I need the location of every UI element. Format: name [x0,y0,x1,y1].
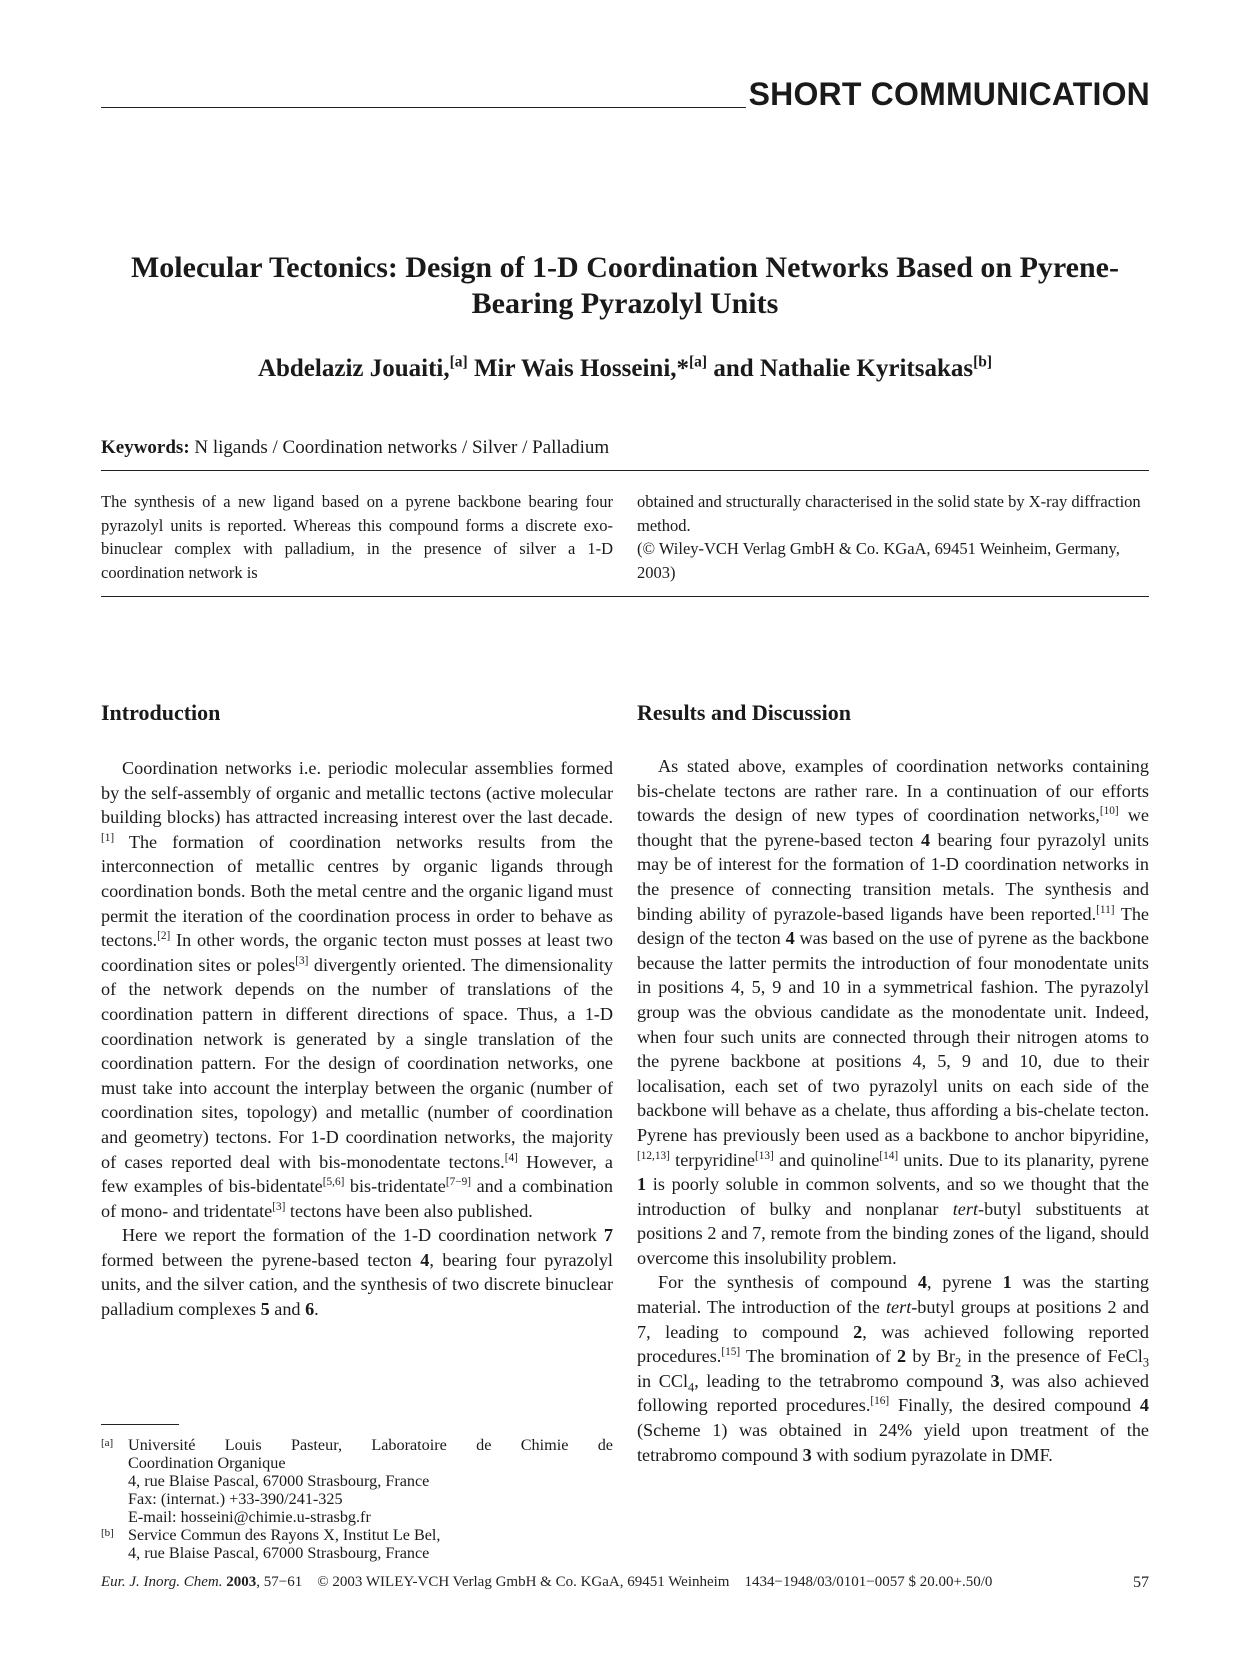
compound-number: 5 [260,1299,270,1320]
compound-number: 4 [1139,1395,1150,1416]
results-body [637,754,1149,1467]
footnote-mark: [a] [101,1437,114,1449]
keywords-divider [101,470,1149,471]
footnote-line: Université Louis Pasteur, Laboratoire de Chimie de [128,1436,613,1454]
citation-ref: [14] [879,1149,899,1162]
footnote-b [101,1526,613,1562]
compound-number: 2 [853,1321,863,1342]
citation-ref: [13] [754,1149,774,1162]
author-name: and Nathalie Kyritsakas [713,355,974,382]
keywords-list: N ligands / Coordination networks / Silver / Palladium [194,437,610,458]
citation-ref: [12,13] [637,1149,670,1162]
footnote-a [101,1436,613,1526]
title-line-2: Bearing Pyrazolyl Units [471,287,779,320]
header-rule [101,107,746,108]
keywords-label: Keywords: [101,437,190,458]
journal-pages: , 57−61 [256,1574,303,1590]
chemical-subscript: 3 [1142,1355,1150,1370]
compound-number: 2 [897,1346,907,1367]
italic-term: tert [952,1198,979,1219]
footer-copyright: © 2003 WILEY-VCH Verlag GmbH & Co. KGaA, 69451 Weinheim [317,1574,730,1590]
introduction-paragraph: Coordination networks i.e. periodic molecular assemblies formed by the self-assembly of organic and metallic tectons (active molecular building blocks) has attracted increasing interest over the last decade.[1] The formation of coordination networks results from the interconnection of metallic centres by organic ligands through coordination bonds. Both the metal centre and the organic ligand must permit the iteration of the coordination process in order to behave as tectons.[2] In other words, the organic tecton must posses at least two coordination sites or poles[3] divergently oriented. The dimensionality of the network depends on the number of translations of the coordination pattern in different directions of space. Thus, a 1-D coordination network is generated by a single translation of the coordination pattern. For the design of coordination networks, one must take into account the interplay between the organic (number of coordination sites, topology) and metallic (number of coordination and geometry) tectons. For 1-D coordination networks, the majority of cases reported deal with bis-monodentate tectons.[4] However, a few examples of bis-bidentate[5,6] bis-tridentate[7−9] and a combination of mono- and tridentate[3] tectons have been also published. [101,758,613,1221]
footnote-line: Fax: (internat.) +33-390/241-325 [128,1490,343,1508]
results-heading: Results and Discussion [637,700,851,725]
abstract-text-left: The synthesis of a new ligand based on a pyrene backbone bearing four pyrazolyl units is reported. Whereas this compound forms a discrete exo-binuclear complex with palladium, in the presence of silver a 1-D coordination network is [101,492,613,582]
citation-ref: [4] [504,1151,518,1164]
citation-ref: [2] [157,930,171,943]
introduction-body [101,756,613,1322]
compound-number: 3 [802,1444,812,1465]
footnote-line: 4, rue Blaise Pascal, 67000 Strasbourg, France [128,1544,430,1562]
compound-number: 3 [990,1370,1000,1391]
abstract-left [101,490,613,584]
citation-ref: [3] [295,954,309,967]
author-name: Abdelaziz Jouaiti, [257,355,450,382]
footer-citation [101,1574,992,1591]
page-number: 57 [1133,1574,1149,1591]
footnote-line: Service Commun des Rayons X, Institut Le Bel, [128,1526,441,1544]
compound-number: 4 [785,928,795,949]
footnote-rule [101,1424,179,1425]
journal-name: Eur. J. Inorg. Chem. [101,1574,223,1590]
author-affiliation-mark: [a] [689,353,708,371]
italic-term: tert [885,1297,912,1318]
compound-number: 4 [917,1272,928,1293]
citation-ref: [5,6] [322,1176,345,1189]
results-paragraph: As stated above, examples of coordination networks containing bis-chelate tectons are rather rare. In a continuation of our efforts towards the design of new types of coordination networks,[10] we thought that the pyrene-based tecton 4 bearing four pyrazolyl units may be of interest for the formation of 1-D coordination networks in the presence of connecting transition metals. The synthesis and binding ability of pyrazole-based ligands have been reported.[11] The design of the tecton 4 was based on the use of pyrene as the backbone because the latter permits the introduction of four monodentate units in positions 4, 5, 9 and 10 in a symmetrical fashion. The pyrazolyl group was the obvious candidate as the monodentate unit. Indeed, when four such units are connected through their nitrogen atoms to the pyrene backbone at positions 4, 5, 9 and 10, due to their localisation, each set of two pyrazolyl units on each side of the backbone will behave as a chelate, thus affording a bis-chelate tecton. Pyrene has previously been used as a backbone to anchor bipyridine,[12,13] terpyridine[13] and quinoline[14] units. Due to its planarity, pyrene 1 is poorly soluble in common solvents, and so we thought that the introduction of bulky and nonplanar tert-butyl substituents at positions 2 and 7, remote from the binding zones of the ligand, should overcome this insolubility problem. [637,756,1149,1268]
footnote-line: Coordination Organique [128,1454,286,1472]
affiliation-footnotes [101,1436,613,1562]
keywords-line [101,437,609,459]
footer-issn: 1434−1948/03/0101−0057 $ 20.00+.50/0 [744,1574,993,1590]
citation-ref: [7−9] [445,1176,471,1189]
citation-ref: [1] [101,831,115,844]
compound-number: 7 [603,1225,613,1246]
citation-ref: [15] [721,1346,741,1359]
article-title [101,250,1149,322]
abstract-divider [101,596,1149,597]
footnote-mark: [b] [101,1527,114,1539]
citation-ref: [10] [1099,805,1119,818]
chemical-subscript: 2 [954,1355,962,1370]
citation-ref: [3] [272,1200,286,1213]
author-affiliation-mark: [b] [973,353,993,371]
footnote-line: E-mail: hosseini@chimie.u-strasbg.fr [128,1508,371,1526]
author-name: Mir Wais Hosseini,* [473,355,690,382]
compound-number: 1 [637,1174,647,1195]
section-type-label: SHORT COMMUNICATION [748,76,1150,112]
abstract-copyright: (© Wiley-VCH Verlag GmbH & Co. KGaA, 69451 Weinheim, Germany, 2003) [637,539,1120,582]
author-list [101,355,1149,383]
introduction-heading: Introduction [101,700,221,725]
footnote-line: 4, rue Blaise Pascal, 67000 Strasbourg, France [128,1472,430,1490]
journal-year: 2003 [226,1574,257,1590]
citation-ref: [16] [870,1395,890,1408]
compound-number: 1 [1002,1272,1012,1293]
citation-ref: [11] [1096,903,1115,916]
compound-number: 6 [305,1299,315,1320]
abstract-text-right: obtained and structurally characterised in the solid state by X-ray diffraction method. [637,492,1141,535]
compound-number: 4 [920,829,931,850]
chemical-subscript: 4 [688,1380,695,1395]
author-affiliation-mark: [a] [449,353,468,371]
title-line-1: Molecular Tectonics: Design of 1-D Coordination Networks Based on Pyrene- [130,251,1119,284]
abstract-right [637,490,1149,584]
compound-number: 4 [420,1249,430,1270]
introduction-paragraph: Here we report the formation of the 1-D coordination network 7 formed between the pyrene-based tecton 4, bearing four pyrazolyl units, and the silver cation, and the synthesis of two discrete binuclear palladium complexes 5 and 6. [101,1225,613,1320]
results-paragraph: For the synthesis of compound 4, pyrene 1 was the starting material. The introduction of the tert-butyl groups at positions 2 and 7, leading to compound 2, was achieved following reported procedures.[15] The bromination of 2 by $Br_2$ in the presence of FeCl$_3$ in CCl$_4$, leading to the tetrabromo compound 3, was also achieved following reported procedures.[16] Finally, the desired compound 4 (Scheme 1) was obtained in 24% yield upon treatment of the tetrabromo compound 3 with sodium pyrazolate in DMF. [637,1272,1150,1465]
